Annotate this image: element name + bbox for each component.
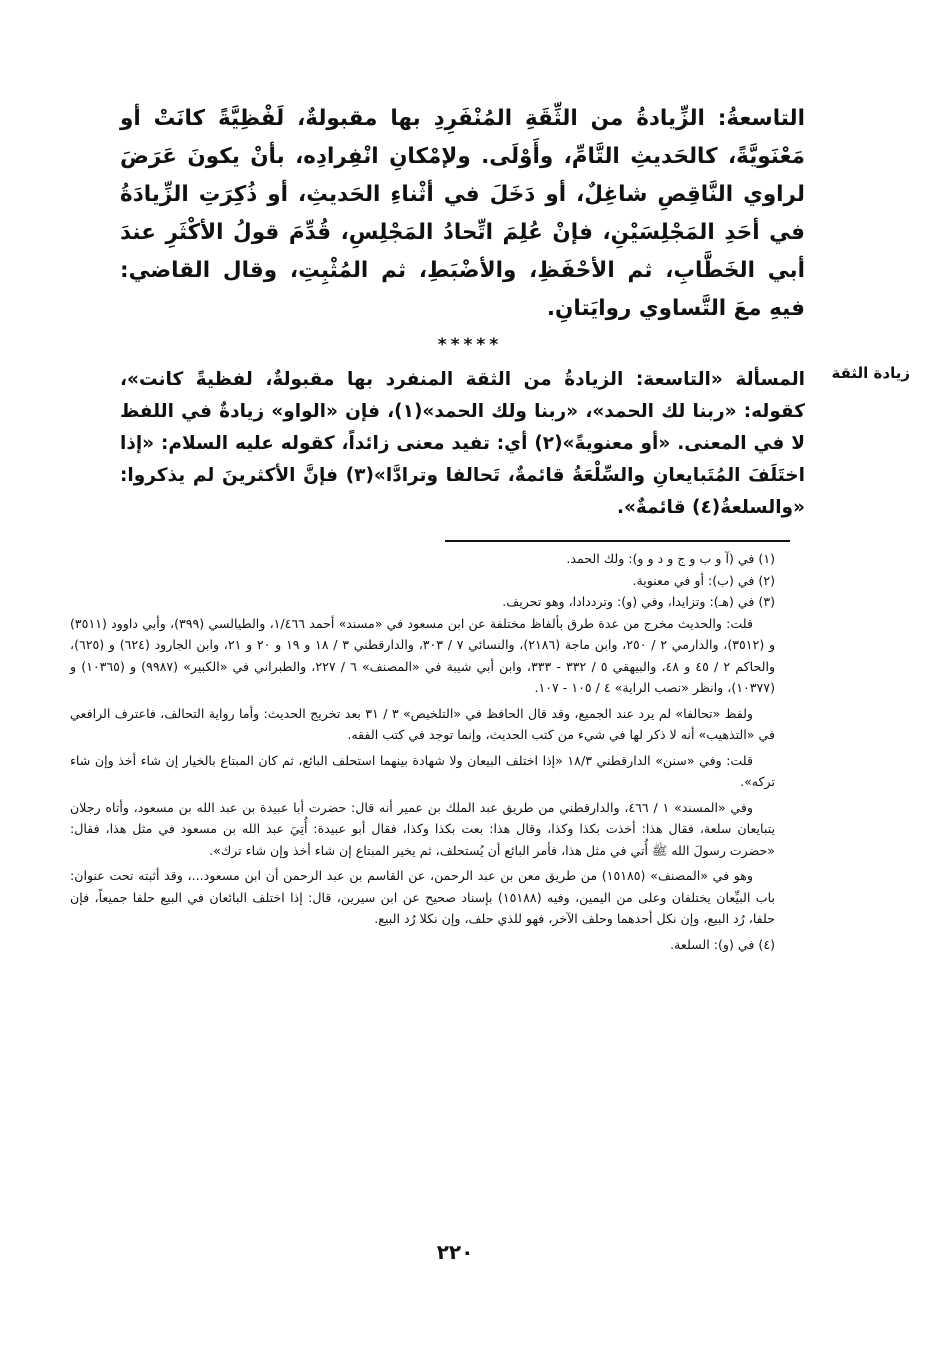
section-separator: ***** <box>437 335 503 355</box>
margin-note: زيادة الثقة <box>831 364 910 382</box>
footnote-3-lafz: ولفظ «تحالفا» لم يرد عند الجميع، وقد قال الحافظ في «التلخيص» ٣ / ٣١ بعد تخريج الحديث: وأما رواية التحالف، فاعترف الرافعي في «التذهيب» أنه لا ذكر لها في شيء من كتب الحديث، وإنما توجد في كتب الفقه. <box>70 705 775 742</box>
footnote-4: (٤) في (و): السلعة. <box>670 936 775 952</box>
footnotes <box>70 548 775 955</box>
commentary-text <box>120 364 805 524</box>
main-text-matn: التاسعةُ: الزِّيادةُ من الثِّقَةِ المُنْفَرِدِ بها مقبولةٌ، لَفْظِيَّةً كانَتْ أو مَعْنَويَّةً، كالحَديثِ التَّامِّ، وأَوْلَى. ولإمْكانِ انْفِرادِه، بأنْ يكونَ عَرَضَ لراوي النَّاقِصِ شاغِلٌ، أو دَخَلَ في أثْناءِ الحَديثِ، أو ذُكِرَتِ الزِّيادَةُ في أحَدِ المَجْلِسَيْنِ، فإنْ عُلِمَ اتِّحادُ المَجْلِسِ، قُدِّمَ قولُ الأكْثَرِ عندَ أبي الخَطَّابِ، ثم الأحْفَظِ، والأضْبَطِ، ثم المُثْبِتِ، وقال القاضي: فيهِ معَ التَّساوي روايَتانِ. <box>120 106 805 321</box>
footnote-2: (٢) في (ب): أو في معنوية. <box>632 572 775 588</box>
footnote-1: (١) في (آ و ب و ج و د و و): ولك الحمد. <box>566 551 775 566</box>
footnote-separator-line <box>445 540 790 542</box>
footnote-3-takhrij: قلت: والحديث مخرج من عدة طرق بألفاظ مختلفة عن ابن مسعود في «مسند» أحمد ١/٤٦٦، والطيالسي (٣٩٩)، وأبي داوود (٣٥١١) و (٣٥١٢)، والدارمي ٢ / ٢٥٠، وابن ماجة (٢١٨٦)، والنسائي ٧ / ٣٠٣، والدارقطني ٣ / ١٨ و ١٩ و ٢٠ و ٢١، وابن الجارود (٦٢٤) و (٦٢٥)، والحاكم ٢ / ٤٥ و ٤٨، والبيهقي ٥ / ٣٣٢ - ٣٣٣، وابن أبي شيبة في «المصنف» ٦ / ٢٢٧، والطبراني في «الكبير» (٩٩٨٧) و (١٠٣٦٥) و (١٠٣٧٧)، وانظر «نصب الراية» ٤ / ١٠٥ - ١٠٧. <box>70 615 776 695</box>
page-number: ٢٢٠ <box>436 1240 474 1264</box>
footnote-3-musannaf: وهو في «المصنف» (١٥١٨٥) من طريق معن بن عبد الرحمن، عن القاسم بن عبد الرحمن أن ابن مسعود...، وقد أثبته تحت عنوان: باب البيِّعان يختلفان وعلى من اليمين، وفيه (١٥١٨٨) بإسناد صحيح عن ابن سيرين، قال: إذا اختلف البائعان في البيع حلفا جميعاً، فإن حلفا، رُد البيع، وإن نكل أحدهما وحلف الآخر، فهو للذي حلف، وإن نكلا رُد البيع. <box>70 868 775 926</box>
footnote-3-musnad: وفي «المسند» ١ / ٤٦٦، والدارقطني من طريق عبد الملك بن عمير أنه قال: حضرت أبا عبيدة بن عبد الله بن مسعود، وأتاه رجلان يتبايعان سلعة، فقال هذا: أخذت بكذا وكذا، وقال هذا: بعت بكذا وكذا، فقال أبو عبيدة: أُتِيَ عبد الله بن مسعود في مثل هذا، فقال: «حضرت رسولَ الله ﷺ أُتي في مثل هذا، فأمر البائع أن يُستحلف، ثم يخير المبتاع إن شاء أخذ وإن شاء ترك». <box>70 799 775 858</box>
footnote-3-daraqutni: قلت: وفي «سنن» الدارقطني ١٨/٣ «إذا اختلف البيعان ولا شهادة بينهما استحلف البائع، ثم كان المبتاع بالخيار إن شاء أخذ وإن شاء تركه». <box>70 752 775 789</box>
footnote-3: (٣) في (هـ): وتزايدا، وفي (و): وترددادا، وهو تحريف. <box>502 594 775 609</box>
commentary-paragraph: المسألة «التاسعة: الزيادةُ من الثقة المنفرد بها مقبولةٌ، لفظيةً كانت»، كقوله: «ربنا لك الحمد»، «ربنا ولك الحمد»(١)، فإن «الواو» زيادةٌ في اللفظ لا في المعنى. «أو معنويةً»(٢) أي: تفيد معنى زائداً، كقوله عليه السلام: «إذا اختَلَفَ المُتَبايعانِ والسِّلْعَةُ قائمةٌ، تَحالفا وترادَّا»(٣) فإنَّ الأكثرينَ لم يذكروا: «والسلعةُ(٤) قائمةٌ». <box>120 369 806 518</box>
